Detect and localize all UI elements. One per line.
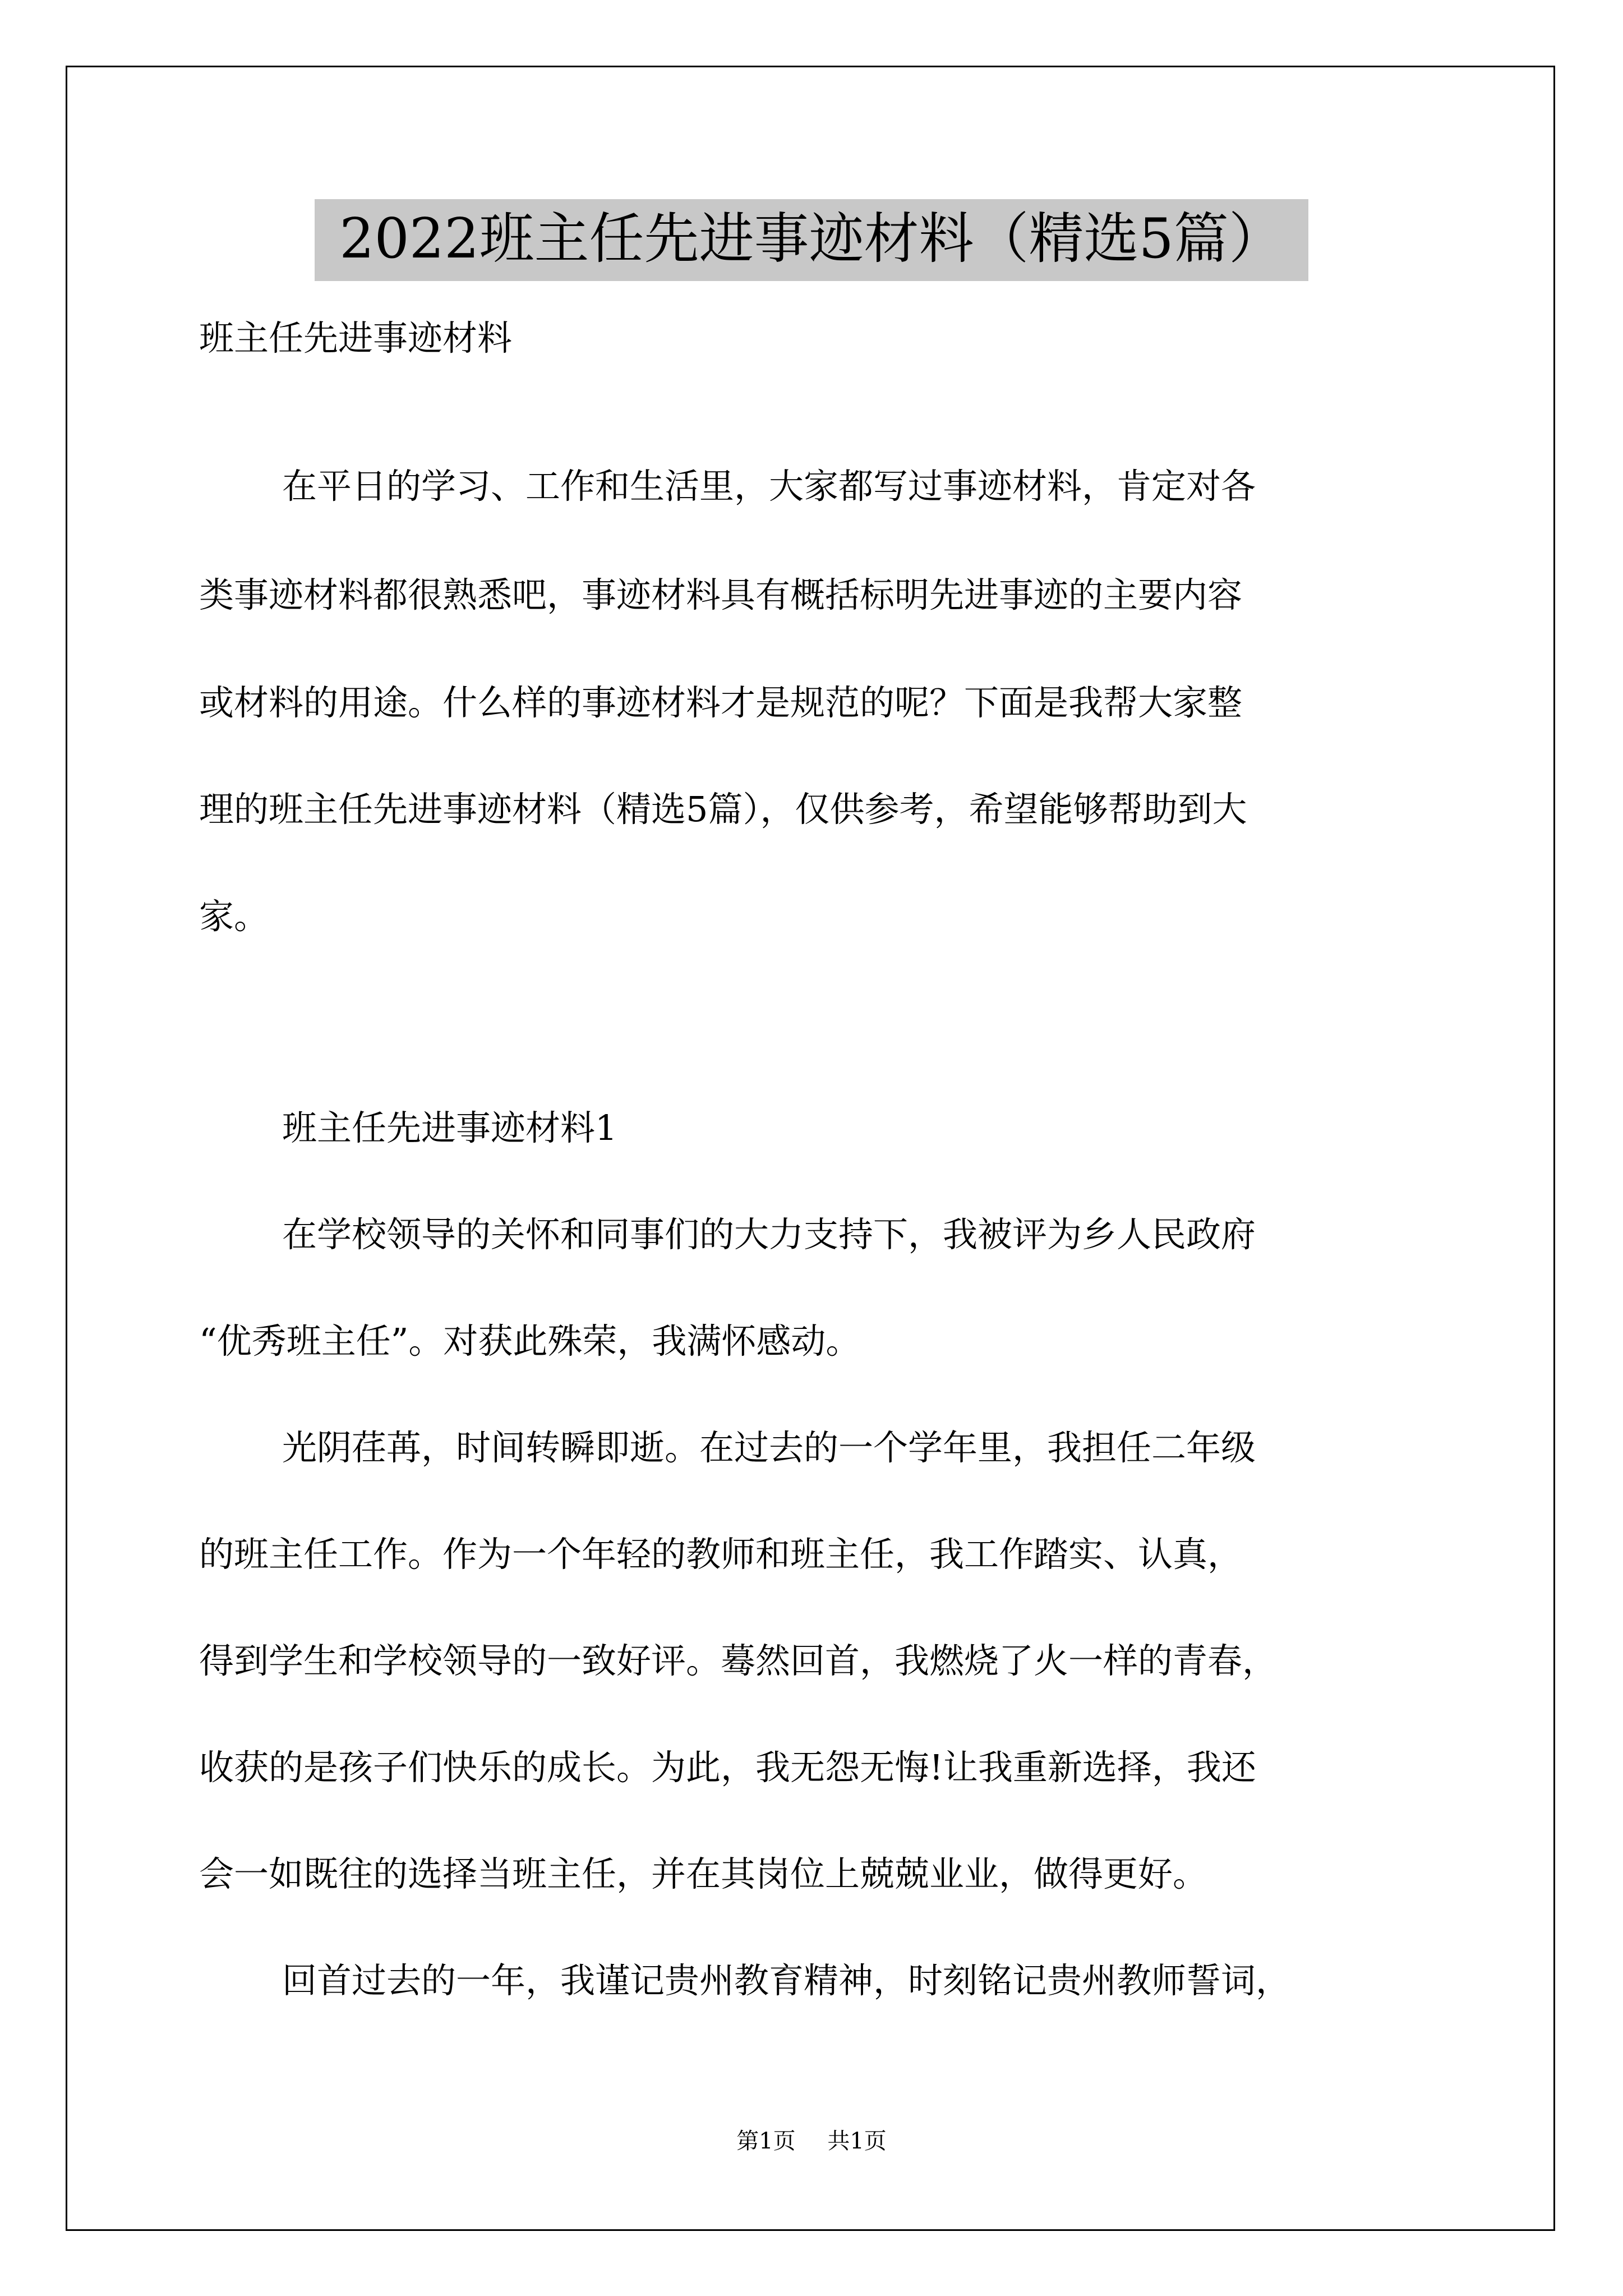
- body-line: 回首过去的一年，我谨记贵州教育精神，时刻铭记贵州教师誓词，: [282, 1960, 1291, 2001]
- document-heading: 班主任先进事迹材料: [199, 318, 513, 358]
- body-line: 会一如既往的选择当班主任，并在其岗位上兢兢业业，做得更好。: [199, 1853, 1208, 1894]
- title-container: [0, 199, 1623, 281]
- body-line: 的班主任工作。作为一个年轻的教师和班主任，我工作踏实、认真，: [199, 1534, 1243, 1575]
- intro-line: 家。: [199, 896, 269, 937]
- document-title: 2022班主任先进事迹材料（精选5篇）: [315, 199, 1308, 281]
- intro-line: 或材料的用途。什么样的事迹材料才是规范的呢？下面是我帮大家整: [199, 682, 1243, 723]
- intro-line: 理的班主任先进事迹材料（精选5篇），仅供参考，希望能够帮助到大: [199, 789, 1247, 830]
- body-line: 收获的是孩子们快乐的成长。为此，我无怨无悔!让我重新选择，我还: [199, 1747, 1256, 1788]
- page-number: 第1页: [736, 2128, 796, 2154]
- body-line: 得到学生和学校领导的一致好评。蓦然回首，我燃烧了火一样的青春，: [199, 1640, 1278, 1681]
- intro-line: 在平日的学习、工作和生活里，大家都写过事迹材料，肯定对各: [282, 466, 1256, 507]
- page-footer: [0, 2123, 1623, 2155]
- body-line: 光阴荏苒，时间转瞬即逝。在过去的一个学年里，我担任二年级: [282, 1427, 1256, 1468]
- intro-line: 类事迹材料都很熟悉吧，事迹材料具有概括标明先进事迹的主要内容: [199, 574, 1243, 615]
- page-total: 共1页: [827, 2128, 887, 2154]
- page-border: [66, 66, 1555, 2231]
- body-line: 在学校领导的关怀和同事们的大力支持下，我被评为乡人民政府: [282, 1214, 1256, 1255]
- section-title: 班主任先进事迹材料1: [282, 1107, 617, 1148]
- body-line: “优秀班主任”。对获此殊荣，我满怀感动。: [199, 1320, 861, 1361]
